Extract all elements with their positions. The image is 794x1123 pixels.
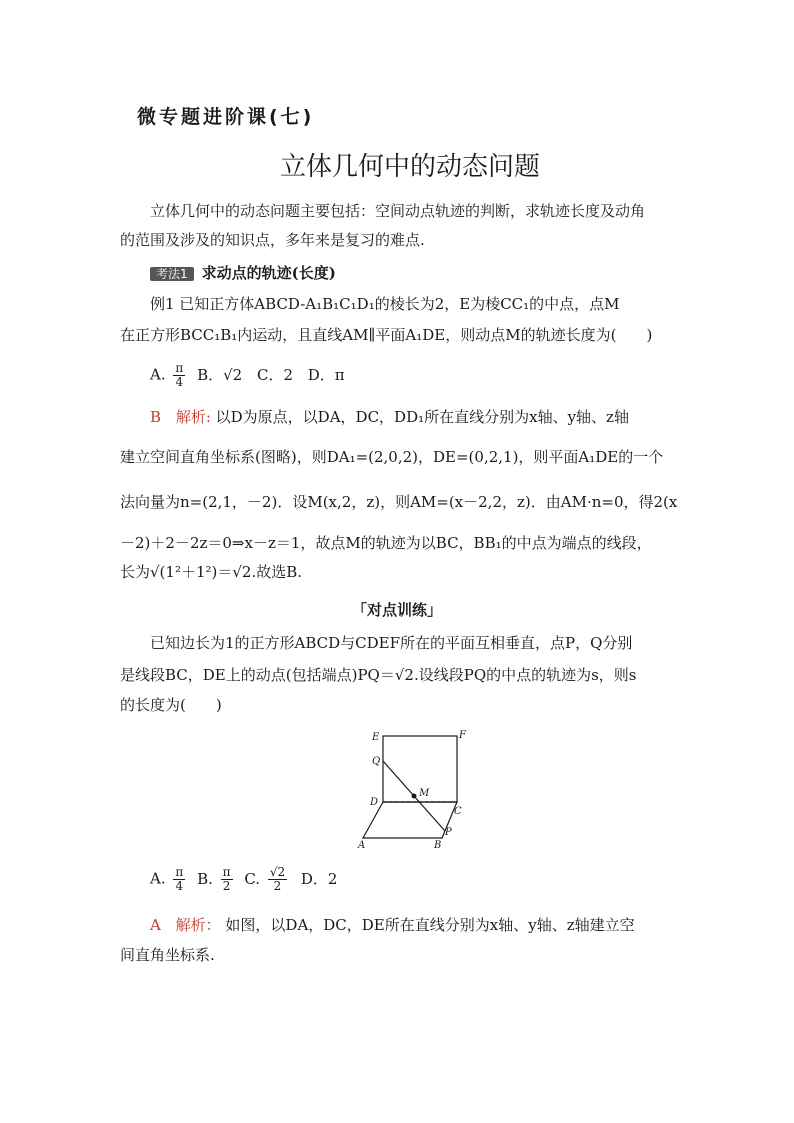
example-1-line-1: 例1 已知正方体ABCD-A₁B₁C₁D₁的棱长为2，E为棱CC₁的中点，点M bbox=[150, 295, 620, 313]
lecture-heading: 微专题进阶课(七) bbox=[137, 106, 315, 128]
example-1-solution-4: －2)＋2－2z＝0⇒x－z＝1，故点M的轨迹为以BC，BB₁的中点为端点的线段， bbox=[120, 534, 652, 552]
page-title: 立体几何中的动态问题 bbox=[280, 152, 541, 182]
intro-line-2: 的范围及涉及的知识点，多年来是复习的难点. bbox=[120, 231, 425, 249]
t-option-b-numerator: π bbox=[222, 865, 231, 879]
option-b: B．√2 bbox=[197, 365, 243, 384]
training-line-1: 已知边长为1的正方形ABCD与CDEF所在的平面互相垂直，点P，Q分别 bbox=[150, 634, 633, 652]
label-q: Q bbox=[372, 756, 381, 767]
t-solution-text: 如图，以DA，DC，DE所在直线分别为x轴、y轴、z轴建立空 bbox=[225, 916, 635, 934]
training-line-3: 的长度为( ) bbox=[120, 696, 222, 714]
t-option-b-label: B. bbox=[197, 869, 213, 888]
option-c: C．2 bbox=[256, 365, 293, 384]
training-line-2: 是线段BC，DE上的动点(包括端点)PQ＝√2.设线段PQ的中点的轨迹为s，则s bbox=[120, 666, 637, 684]
t-answer-label: A bbox=[150, 916, 161, 934]
t-option-a-fraction bbox=[173, 866, 185, 893]
example-1-solution-5: 长为√(1²＋1²)＝√2.故选B. bbox=[120, 563, 303, 581]
t-option-b-denominator: 2 bbox=[222, 879, 231, 894]
t-option-c-fraction bbox=[268, 866, 287, 893]
t-option-c-denominator: 2 bbox=[273, 879, 282, 894]
t-solution-label: 解析： bbox=[175, 916, 221, 934]
label-b: B bbox=[434, 840, 442, 851]
method-label: 求动点的轨迹(长度) bbox=[201, 264, 336, 282]
answer-label: B bbox=[150, 408, 162, 426]
option-a-label: A. bbox=[150, 365, 166, 384]
t-option-a-label: A. bbox=[150, 869, 166, 888]
label-m: M bbox=[419, 788, 430, 799]
label-a: A bbox=[358, 840, 366, 851]
label-c: C bbox=[454, 806, 462, 817]
geometry-figure bbox=[350, 726, 480, 851]
method-1-heading bbox=[150, 266, 336, 281]
t-option-a-denominator: 4 bbox=[175, 879, 184, 894]
t-option-a-numerator: π bbox=[175, 865, 184, 879]
training-options bbox=[150, 866, 337, 893]
example-1-solution-2: 建立空间直角坐标系(图略)，则DA₁=(2,0,2)，DE=(0,2,1)，则平面A₁DE的一个 bbox=[120, 448, 664, 466]
option-a-numerator: π bbox=[175, 361, 184, 375]
solution-label: 解析: bbox=[175, 408, 211, 426]
example-1-options bbox=[150, 362, 345, 389]
t-option-c-label: C. bbox=[244, 869, 261, 888]
t-option-c-numerator: √2 bbox=[269, 865, 286, 879]
option-a-fraction bbox=[173, 362, 185, 389]
label-f: F bbox=[459, 730, 466, 741]
training-solution-2: 间直角坐标系. bbox=[120, 946, 215, 964]
training-heading: 「对点训练」 bbox=[351, 601, 442, 619]
option-a-denominator: 4 bbox=[175, 375, 184, 390]
t-option-d: D．2 bbox=[300, 869, 338, 888]
t-option-b-fraction bbox=[221, 866, 233, 893]
training-solution-1 bbox=[150, 918, 635, 933]
example-1-solution-1 bbox=[150, 410, 629, 425]
intro-line-1: 立体几何中的动态问题主要包括：空间动点轨迹的判断，求轨迹长度及动角 bbox=[150, 202, 646, 220]
example-1-line-2: 在正方形BCC₁B₁内运动，且直线AM∥平面A₁DE，则动点M的轨迹长度为( ) bbox=[120, 326, 653, 344]
midpoint-m-dot bbox=[412, 794, 417, 799]
solution-text: 以D为原点，以DA，DC，DD₁所在直线分别为x轴、y轴、z轴 bbox=[215, 408, 629, 426]
label-e: E bbox=[372, 732, 380, 743]
label-p: P bbox=[445, 827, 452, 838]
example-1-solution-3: 法向量为n=(2,1，－2)．设M(x,2，z)，则AM=(x－2,2，z)．由AM·n=0，得2(x bbox=[120, 493, 678, 511]
option-d: D．π bbox=[307, 365, 345, 384]
method-badge: 考法1 bbox=[150, 267, 194, 281]
label-d: D bbox=[370, 797, 379, 808]
